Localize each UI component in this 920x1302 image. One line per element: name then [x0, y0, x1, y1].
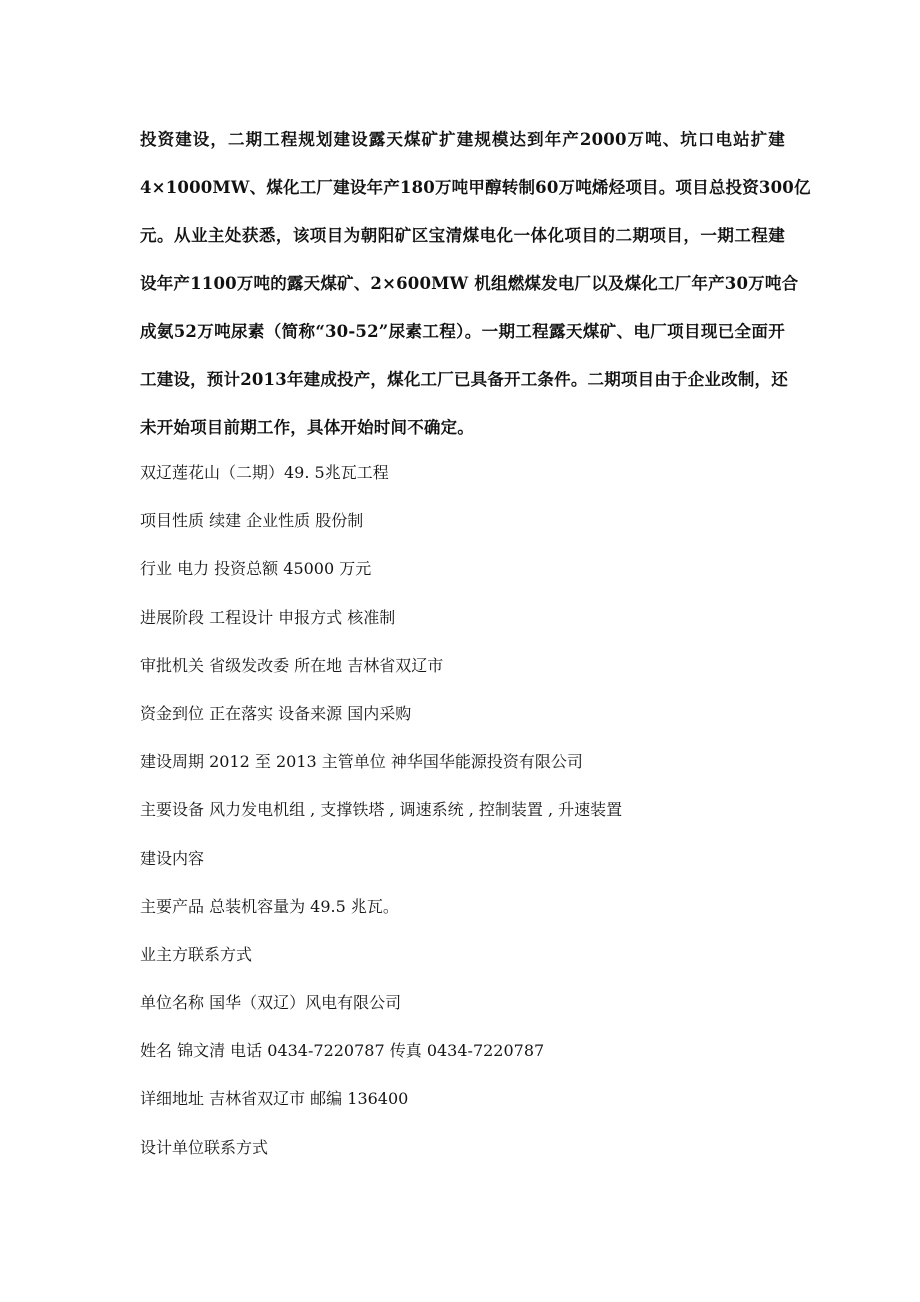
address-line: 详细地址 吉林省双辽市 邮编 136400: [140, 1089, 409, 1109]
project-info-list: [140, 453, 840, 1176]
paragraph-line: 元。从业主处获悉，该项目为朝阳矿区宝清煤电化一体化项目的二期项目，一期工程建: [140, 226, 785, 245]
construction-period-line: 建设周期 2012 至 2013 主管单位 神华国华能源投资有限公司: [140, 752, 583, 772]
paragraph-line: 未开始项目前期工作，具体开始时间不确定。: [140, 418, 474, 437]
industry-investment-line: 行业 电力 投资总额 45000 万元: [140, 559, 372, 579]
construction-content-line: 建设内容: [140, 848, 205, 868]
owner-contact-heading: 业主方联系方式: [140, 944, 253, 964]
main-product-line: 主要产品 总装机容量为 49.5 兆瓦。: [140, 896, 399, 916]
approval-authority-line: 审批机关 省级发改委 所在地 吉林省双辽市: [140, 655, 444, 675]
project-nature-line: 项目性质 续建 企业性质 股份制: [140, 511, 364, 531]
progress-stage-line: 进展阶段 工程设计 申报方式 核准制: [140, 607, 396, 627]
project-description-paragraph: [140, 116, 811, 452]
unit-name-line: 单位名称 国华（双辽）风电有限公司: [140, 993, 402, 1013]
design-unit-contact-heading: 设计单位联系方式: [140, 1137, 269, 1157]
contact-person-line: 姓名 锦文清 电话 0434-7220787 传真 0434-7220787: [140, 1041, 545, 1061]
main-equipment-line: 主要设备 风力发电机组 , 支撑铁塔 , 调速系统 , 控制装置 , 升速装置: [140, 800, 623, 820]
funding-equipment-line: 资金到位 正在落实 设备来源 国内采购: [140, 703, 412, 723]
paragraph-line: 成氨52万吨尿素（简称“30-52”尿素工程）。一期工程露天煤矿、电厂项目现已全面开: [140, 322, 785, 341]
project-title: 双辽莲花山（二期）49. 5兆瓦工程: [140, 463, 389, 482]
paragraph-line: 设年产1100万吨的露天煤矿、2×600MW 机组燃煤发电厂以及煤化工厂年产30万吨合: [140, 274, 799, 293]
paragraph-line: 4×1000MW、煤化工厂建设年产180万吨甲醇转制60万吨烯烃项目。项目总投资300亿: [140, 178, 811, 197]
paragraph-line: 投资建设，二期工程规划建设露天煤矿扩建规模达到年产2000万吨、坑口电站扩建: [140, 130, 785, 149]
paragraph-line: 工建设，预计2013年建成投产，煤化工厂已具备开工条件。二期项目由于企业改制，还: [140, 370, 788, 389]
